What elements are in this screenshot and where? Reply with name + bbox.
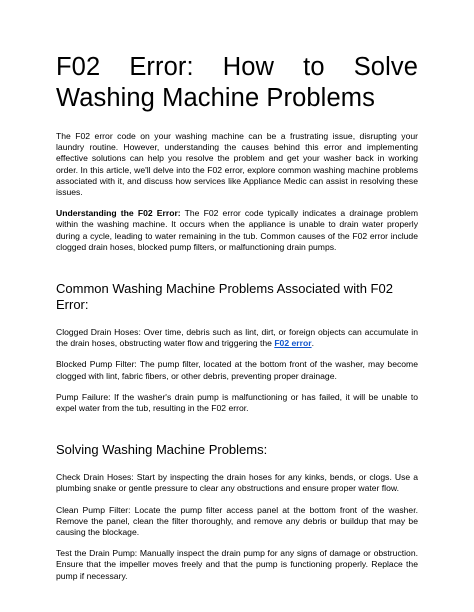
solution-check-hoses: Check Drain Hoses: Start by inspecting the drain hoses for any kinks, bends, or clogs. Use a plumbing snake or gentle pressure to clear any obstructions and ensure proper water flow. <box>56 472 418 494</box>
f02-error-link[interactable]: F02 error <box>274 338 312 349</box>
problem-clogged-hoses <box>56 327 418 349</box>
section-heading-problems: Common Washing Machine Problems Associated with F02 Error: <box>56 281 393 313</box>
problem-blocked-filter: Blocked Pump Filter: The pump filter, located at the bottom front of the washer, may become clogged with lint, fabric fibers, or other debris, preventing proper drainage. <box>56 359 418 381</box>
solution-clean-filter: Clean Pump Filter: Locate the pump filter access panel at the bottom front of the washer. Remove the panel, clean the filter thoroughly, and remove any debris or buildup that may be causing the blockage. <box>56 504 418 538</box>
solution-test-pump: Test the Drain Pump: Manually inspect the drain pump for any signs of damage or obstruction. Ensure that the impeller moves freely and that the pump is functioning properly. Replace the pump if necessary. <box>56 548 418 581</box>
problem-pump-failure: Pump Failure: If the washer's drain pump is malfunctioning or has failed, it will be unable to expel water from the tub, resulting in the F02 error. <box>56 391 418 414</box>
section-heading-solutions: Solving Washing Machine Problems: <box>56 442 268 458</box>
problem-text: Clogged Drain Hoses: Over time, debris such as lint, dirt, or foreign objects can accumulate in the drain hoses, obstructing water flow and triggering the <box>56 327 418 349</box>
problem-text-end: . <box>311 338 314 349</box>
page-title: F02 Error: How to Solve Washing Machine Problems <box>56 53 418 112</box>
understanding-text: The F02 error code typically indicates a drainage problem within the washing machine. It occurs when the appliance is unable to drain water properly during a cycle, leading to water remaining in the tub. Common causes of the F02 error include clogged drain hoses, blocked pump filters, or malfunctioning drain pumps. <box>56 208 418 252</box>
understanding-label: Understanding the F02 Error: <box>56 208 181 219</box>
understanding-paragraph <box>56 208 418 253</box>
intro-paragraph: The F02 error code on your washing machine can be a frustrating issue, disrupting your laundry routine. However, understanding the causes behind this error and implementing effective solutions can help you resolve the problem and get your washer back in working order. In this article, we'll delve into the F02 error, explore common washing machine problems associated with it, and discuss how services like Appliance Medic can assist in resolving these issues. <box>56 131 418 198</box>
